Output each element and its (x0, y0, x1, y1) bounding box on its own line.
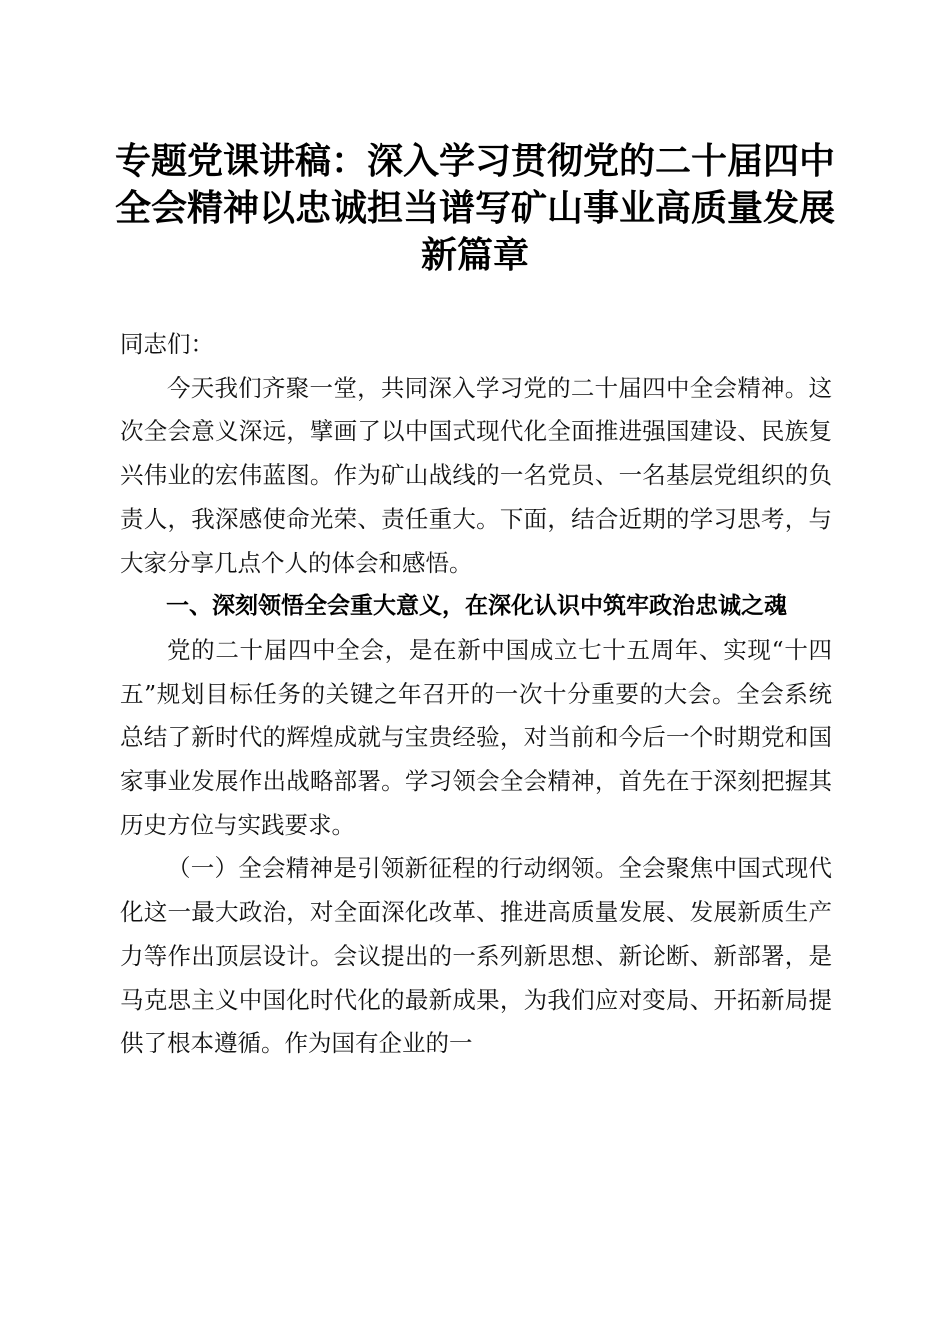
section-heading: 一、深刻领悟全会重大意义，在深化认识中筑牢政治忠诚之魂 (166, 593, 787, 620)
body-paragraph: 党的二十届四中全会，是在新中国成立七十五周年、实现“十四五”规划目标任务的关键之年召开的一次十分重要的大会。全会系统总结了新时代的辉煌成就与宝贵经验，对当前和今后一个时期党和国家事业发展作出战略部署。学习领会全会精神，首先在于深刻把握其历史方位与实践要求。 (120, 635, 832, 839)
body-paragraph: （一）全会精神是引领新征程的行动纲领。全会聚焦中国式现代化这一最大政治，对全面深化改革、推进高质量发展、发展新质生产力等作出顶层设计。会议提出的一系列新思想、新论断、新部署，是马克思主义中国化时代化的最新成果，为我们应对变局、开拓新局提供了根本遵循。作为国有企业的一 (120, 854, 832, 1058)
salutation: 同志们： (120, 330, 214, 358)
document-title: 专题党课讲稿：深入学习贯彻党的二十届四中全会精神以忠诚担当谱写矿山事业高质量发展新篇章 (114, 140, 835, 276)
document-body (120, 323, 832, 1066)
body-paragraph: 今天我们齐聚一堂，共同深入学习党的二十届四中全会精神。这次全会意义深远，擘画了以中国式现代化全面推进强国建设、民族复兴伟业的宏伟蓝图。作为矿山战线的一名党员、一名基层党组织的负责人，我深感使命光荣、责任重大。下面，结合近期的学习思考，与大家分享几点个人的体会和感悟。 (120, 373, 832, 577)
